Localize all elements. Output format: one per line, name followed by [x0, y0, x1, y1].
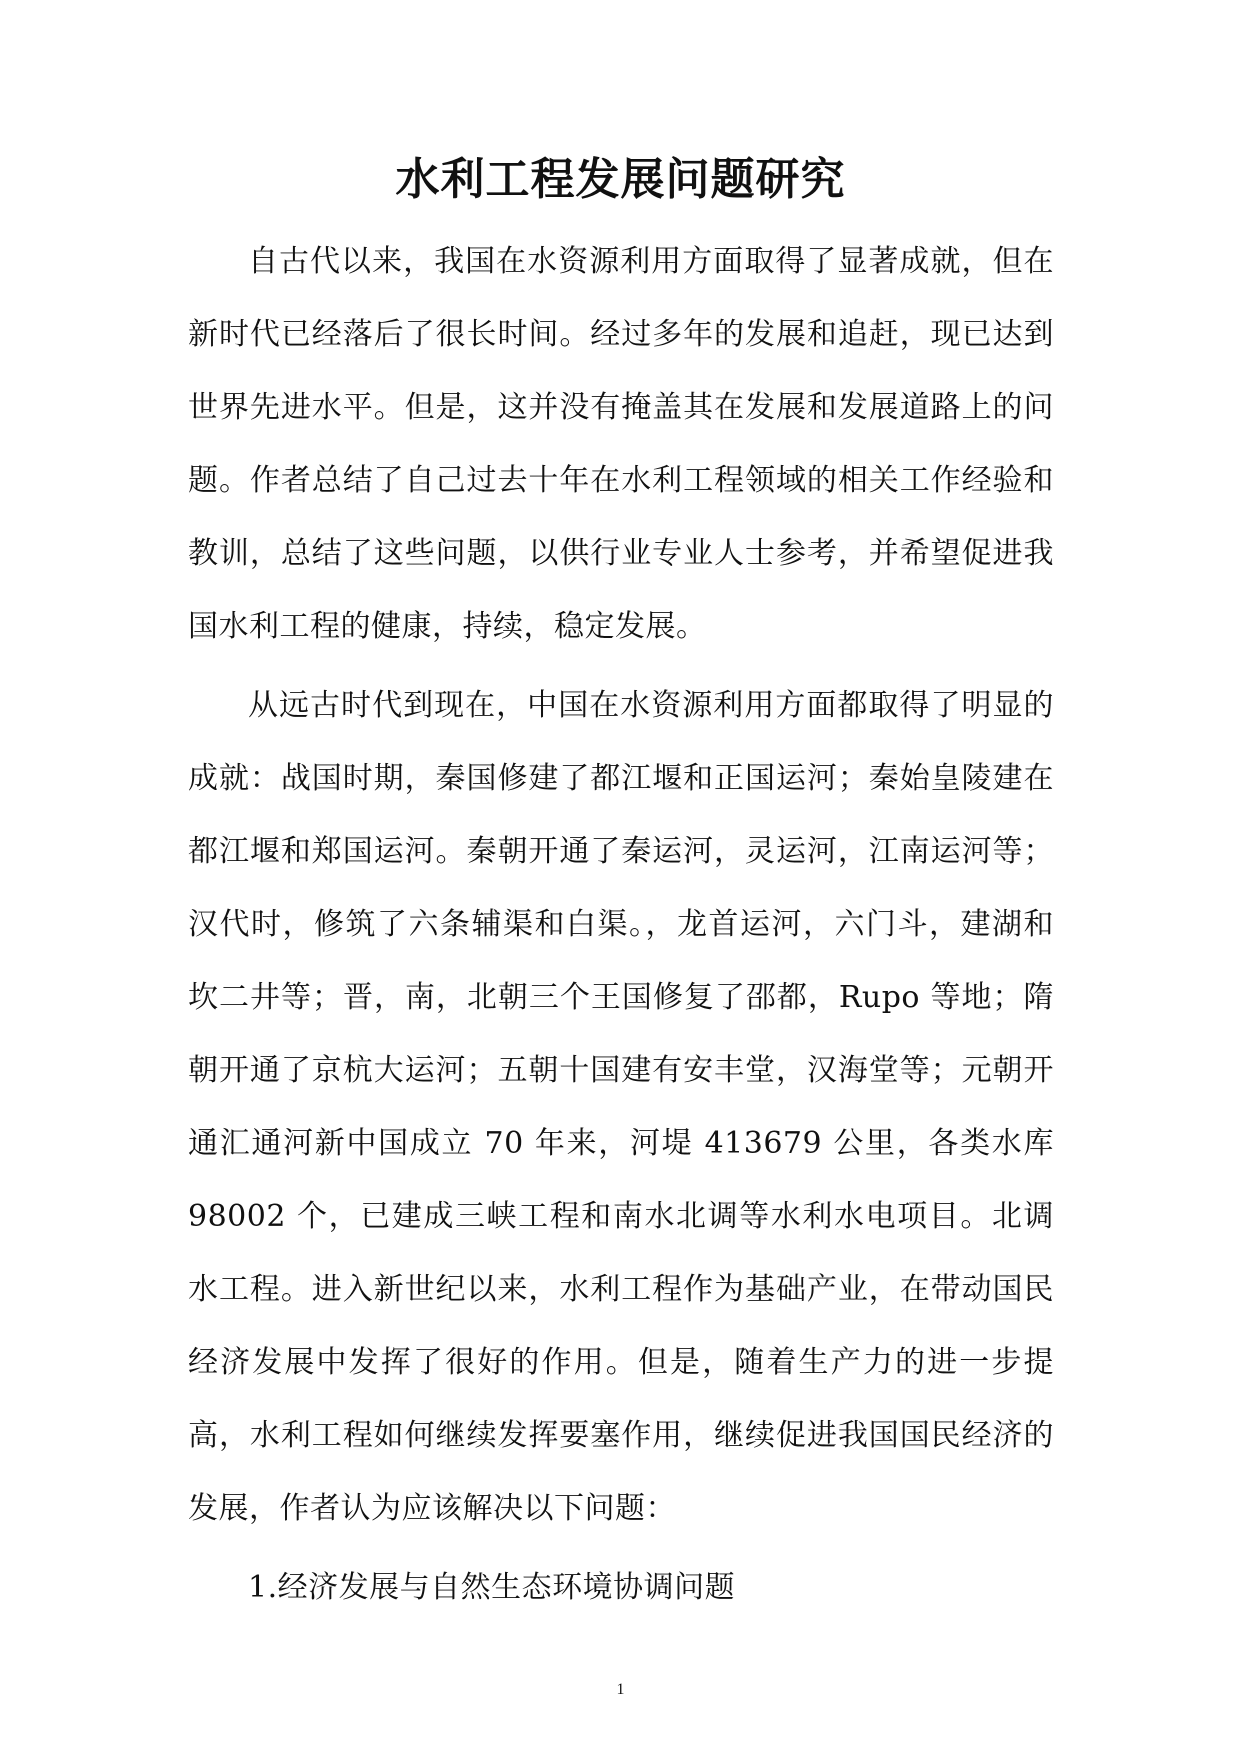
section-heading-1: 1.经济发展与自然生态环境协调问题 [248, 1570, 736, 1605]
paragraph-history: 从远古时代到现在，中国在水资源利用方面都取得了明显的成就：战国时期，秦国修建了都江堰和正国运河；秦始皇陵建在都江堰和郑国运河。秦朝开通了秦运河，灵运河，江南运河等；汉代时，修筑了六条辅渠和白渠。，龙首运河，六门斗，建湖和坎二井等；晋，南，北朝三个王国修复了邵都，Rupo 等地；隋朝开通了京杭大运河；五朝十国建有安丰堂，汉海堂等；元朝开通汇通河新中国成立 70 年来，河堤 413679 公里，各类水库 98002 个，已建成三峡工程和南水北调等水利水电项目。北调水工程。进入新世纪以来，水利工程作为基础产业，在带动国民经济发展中发挥了很好的作用。但是，随着生产力的进一步提高，水利工程如何继续发挥要塞作用，继续促进我国国民经济的发展，作者认为应该解决以下问题： [188, 688, 1054, 1526]
document-title: 水利工程发展问题研究 [395, 154, 846, 205]
page-number: 1 [616, 1681, 625, 1698]
document-body [188, 225, 1054, 1624]
paragraph-intro: 自古代以来，我国在水资源利用方面取得了显著成就，但在新时代已经落后了很长时间。经过多年的发展和追赶，现已达到世界先进水平。但是，这并没有掩盖其在发展和发展道路上的问题。作者总结了自己过去十年在水利工程领域的相关工作经验和教训，总结了这些问题，以供行业专业人士参考，并希望促进我国水利工程的健康，持续，稳定发展。 [188, 244, 1054, 644]
